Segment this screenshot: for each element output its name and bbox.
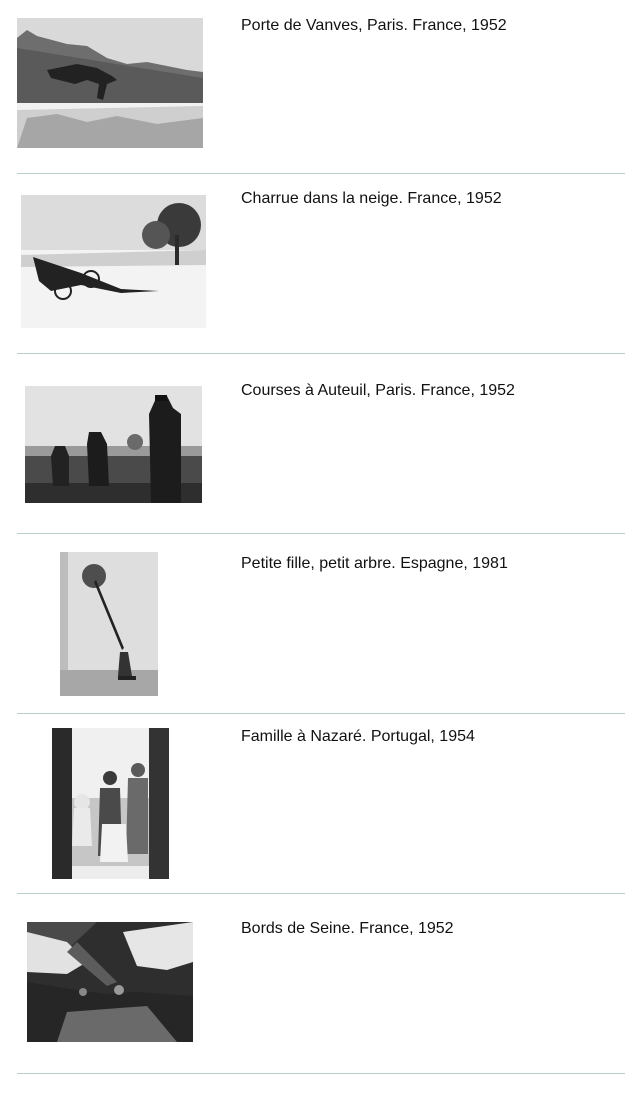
list-item[interactable]: [17, 533, 625, 714]
photo-caption: Courses à Auteuil, Paris. France, 1952: [241, 382, 515, 399]
photo-thumbnail[interactable]: [60, 552, 158, 696]
photo-thumbnail[interactable]: [21, 195, 206, 328]
photo-thumbnail[interactable]: [17, 18, 203, 148]
photo-caption: Porte de Vanves, Paris. France, 1952: [241, 17, 507, 34]
photo-thumbnail[interactable]: [27, 922, 193, 1042]
photo-caption: Bords de Seine. France, 1952: [241, 920, 454, 937]
list-item[interactable]: [17, 713, 625, 894]
list-item[interactable]: [17, 353, 625, 534]
photo-thumbnail[interactable]: [25, 386, 202, 503]
photo-caption: Petite fille, petit arbre. Espagne, 1981: [241, 555, 508, 572]
list-item[interactable]: [17, 0, 625, 174]
list-item[interactable]: [17, 893, 625, 1074]
list-item[interactable]: [17, 173, 625, 354]
photo-thumbnail[interactable]: [52, 728, 169, 879]
photo-caption: Famille à Nazaré. Portugal, 1954: [241, 728, 475, 745]
photo-caption: Charrue dans la neige. France, 1952: [241, 190, 502, 207]
